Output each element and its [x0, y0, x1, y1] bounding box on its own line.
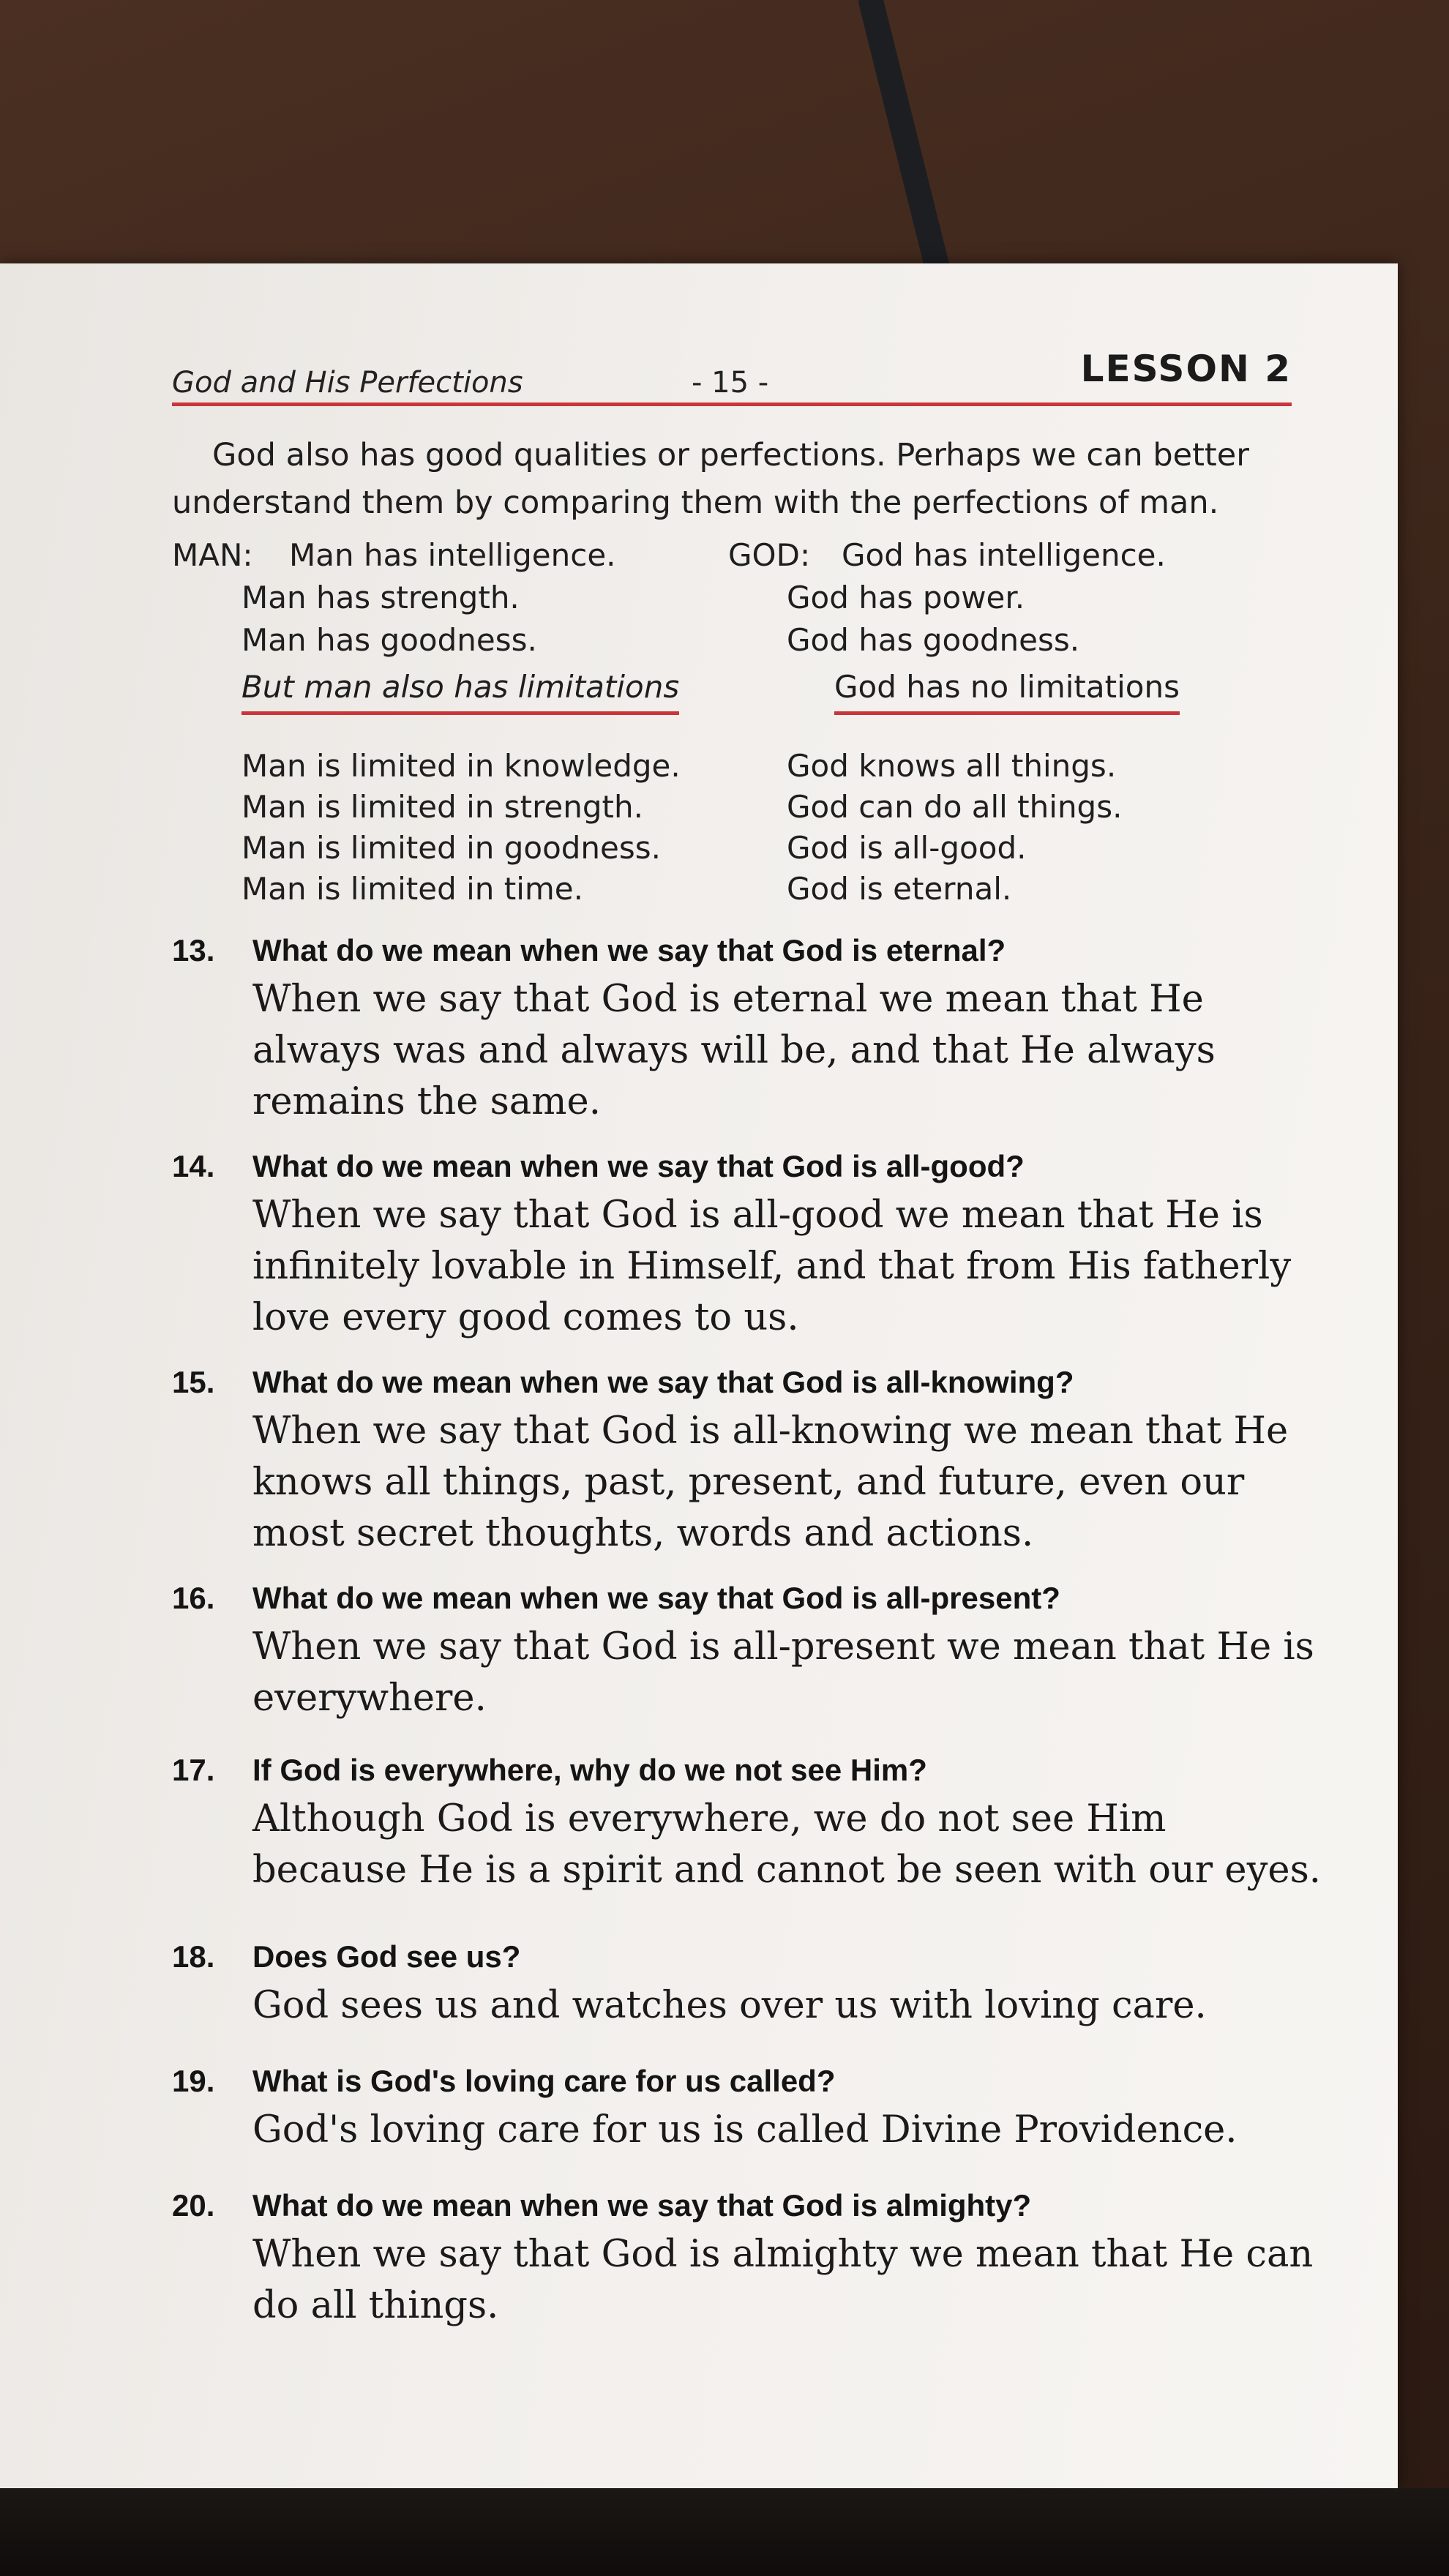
answer-text: When we say that God is all-present we mean that He is everywhere. [252, 1625, 1314, 1720]
god-line: God has goodness. [787, 622, 1080, 658]
question-number: 19. [172, 2064, 215, 2098]
question-number: 20. [172, 2188, 215, 2223]
question [172, 1939, 1321, 1974]
god-limit-line: God is eternal. [787, 871, 1012, 907]
man-limit-line: Man is limited in knowledge. [242, 748, 681, 784]
question-number: 15. [172, 1365, 215, 1399]
god-limit-line: God is all-good. [787, 830, 1027, 866]
question-text: What do we mean when we say that God is all-present? [252, 1581, 1060, 1615]
intro-paragraph: God also has good qualities or perfections. Perhaps we can better understand them by comparing them with the perfections of man. [172, 437, 1249, 521]
page-bottom-edge [0, 2488, 1449, 2576]
question-text: What is God's loving care for us called? [252, 2064, 836, 2098]
god-line: God has power. [787, 580, 1025, 615]
man-line: Man has strength. [242, 580, 520, 615]
question-text: What do we mean when we say that God is all-good? [252, 1149, 1025, 1183]
question-number: 17. [172, 1753, 215, 1787]
answer-text: When we say that God is almighty we mean that He can do all things. [252, 2233, 1314, 2327]
question-number: 13. [172, 933, 215, 967]
qa-item-14 [172, 1149, 1321, 1344]
question [172, 1365, 1321, 1400]
qa-item-18 [172, 1939, 1321, 2032]
god-limitations-heading: God has no limitations [834, 666, 1180, 715]
man-limit-line: Man is limited in strength. [242, 789, 643, 825]
page-header [172, 344, 1292, 406]
god-line: God has intelligence. [842, 537, 1166, 573]
god-label: GOD: [728, 537, 811, 573]
question [172, 933, 1321, 968]
question-text: What do we mean when we say that God is eternal? [252, 933, 1006, 967]
man-limitations-heading: But man also has limitations [242, 666, 679, 715]
question [172, 2188, 1321, 2223]
question [172, 1149, 1321, 1184]
qa-item-17 [172, 1753, 1321, 1896]
question-text: What do we mean when we say that God is almighty? [252, 2188, 1032, 2223]
qa-item-15 [172, 1365, 1321, 1560]
god-limit-line: God can do all things. [787, 789, 1123, 825]
question-number: 18. [172, 1939, 215, 1974]
answer-text: God's loving care for us is called Divine Providence. [252, 2108, 1238, 2152]
answer-text: God sees us and watches over us with loving care. [252, 1984, 1207, 2027]
question [172, 2064, 1321, 2099]
question-text: If God is everywhere, why do we not see Him? [252, 1753, 927, 1787]
god-limit-line: God knows all things. [787, 748, 1117, 784]
man-limit-line: Man is limited in time. [242, 871, 583, 907]
qa-item-19 [172, 2064, 1321, 2156]
question-number: 14. [172, 1149, 215, 1183]
question-number: 16. [172, 1581, 215, 1615]
man-label: MAN: [172, 537, 253, 573]
answer-text: Although God is everywhere, we do not see Him because He is a spirit and cannot be seen with our eyes. [252, 1797, 1321, 1892]
page-number: - 15 - [692, 366, 769, 400]
comparison-table [172, 534, 1314, 915]
answer-text: When we say that God is all-good we mean that He is infinitely lovable in Himself, and that from His fatherly love every good comes to us. [252, 1194, 1292, 1339]
answer-text: When we say that God is eternal we mean that He always was and always will be, and that He always remains the same. [252, 978, 1216, 1123]
qa-item-16 [172, 1581, 1321, 1724]
man-line: Man has intelligence. [289, 537, 616, 573]
question-text: What do we mean when we say that God is all-knowing? [252, 1365, 1074, 1399]
background-cable [856, 0, 955, 291]
man-limit-line: Man is limited in goodness. [242, 830, 662, 866]
question [172, 1753, 1321, 1788]
man-line: Man has goodness. [242, 622, 537, 658]
running-title: God and His Perfections [172, 366, 523, 400]
lesson-label: LESSON 2 [1080, 348, 1292, 390]
answer-text: When we say that God is all-knowing we mean that He knows all things, past, present, and future, even our most secret thoughts, words and actions. [252, 1409, 1289, 1555]
question [172, 1581, 1321, 1616]
question-text: Does God see us? [252, 1939, 521, 1974]
qa-item-13 [172, 933, 1321, 1128]
qa-item-20 [172, 2188, 1321, 2332]
